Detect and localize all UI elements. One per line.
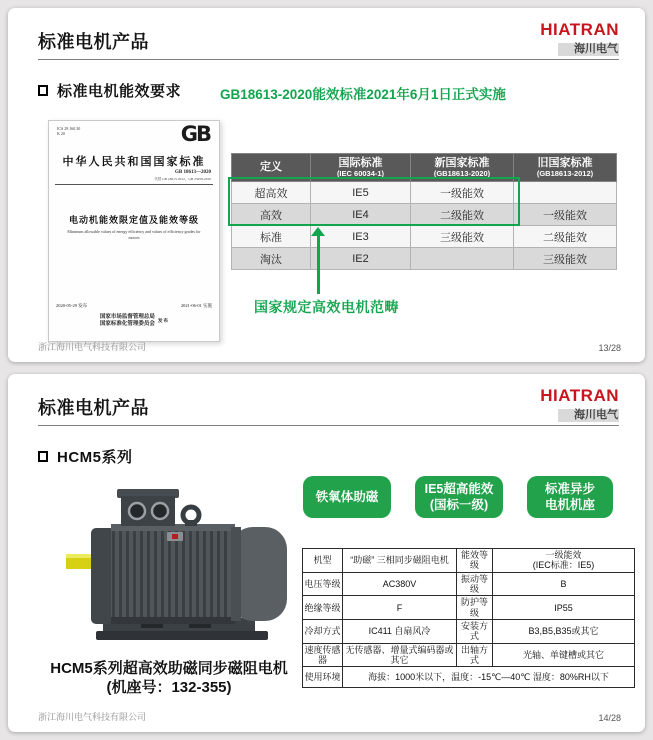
spec-value: B3,B5,B35或其它 xyxy=(493,620,635,644)
col-header-iec: 国际标准 (IEC 60034-1) xyxy=(311,154,411,182)
table-row xyxy=(232,226,617,248)
page-title: 标准电机产品 xyxy=(38,32,149,52)
spec-table xyxy=(302,548,635,688)
feature-badge-frame: 标准异步 电机机座 xyxy=(527,476,613,518)
spec-label: 冷却方式 xyxy=(303,620,343,644)
spec-label: 防护等级 xyxy=(457,596,493,620)
caption-line-2: (机座号：132-355) xyxy=(106,678,232,696)
header-divider xyxy=(38,59,619,60)
motor-product-image xyxy=(63,486,291,648)
col-header-new-gb: 新国家标准 (GB18613-2020) xyxy=(411,154,514,182)
brand-logo xyxy=(540,21,619,57)
cover-issuers: 国家市场监督管理总局 国家标准化管理委员会 发 布 xyxy=(99,313,169,328)
cover-dates xyxy=(56,303,212,309)
eff-cell xyxy=(514,182,617,204)
spec-value: “助磁” 三相同步磁阻电机 xyxy=(343,549,457,573)
spec-label: 能效等级 xyxy=(457,549,493,573)
eff-cell: 三级能效 xyxy=(514,248,617,270)
square-bullet-icon xyxy=(38,451,48,462)
spec-value: B xyxy=(493,572,635,596)
spec-value: 一级能效 (IEC标准：IE5) xyxy=(493,549,635,573)
spec-value: 无传感器、增量式编码器或其它 xyxy=(343,643,457,667)
page-title: 标准电机产品 xyxy=(38,398,149,418)
spec-value: F xyxy=(343,596,457,620)
section-title: HCM5系列 xyxy=(57,449,133,466)
eff-cell: 二级能效 xyxy=(514,226,617,248)
arrow-line xyxy=(317,235,320,294)
spec-label: 速度传感器 xyxy=(304,644,341,666)
page-number: 14/28 xyxy=(598,713,621,723)
spec-value: IC411 自扇风冷 xyxy=(343,620,457,644)
spec-label: 安装方式 xyxy=(457,620,493,644)
gb-standard-cover-image xyxy=(48,120,220,342)
spec-label: 机型 xyxy=(303,549,343,573)
eff-cell: IE2 xyxy=(311,248,411,270)
spec-row xyxy=(303,572,635,596)
eff-cell: 一级能效 xyxy=(411,182,514,204)
section-heading xyxy=(38,80,181,101)
spec-value: IP55 xyxy=(493,596,635,620)
eff-cell: 一级能效 xyxy=(514,204,617,226)
brand-logo-chinese: 海川电气 xyxy=(558,43,619,56)
spec-row xyxy=(303,596,635,620)
spec-label: 出轴方式 xyxy=(457,643,493,667)
gb-logo: GB xyxy=(180,122,210,146)
spec-row xyxy=(303,667,635,688)
section-title: 标准电机能效要求 xyxy=(57,83,182,100)
col-header-old-gb: 旧国家标准 (GB18613-2012) xyxy=(514,154,617,182)
standard-effective-note: GB18613-2020能效标准2021年6月1日正式实施 xyxy=(220,87,506,102)
feature-badge-ie5: IE5超高能效 (国标一级) xyxy=(415,476,503,518)
brand-logo-text: HIATRAN xyxy=(540,386,619,405)
footer-company: 浙江海川电气科技有限公司 xyxy=(38,342,147,352)
brand-logo xyxy=(540,387,619,423)
annotation-text: 国家规定高效电机范畴 xyxy=(254,299,399,315)
eff-cell: IE3 xyxy=(311,226,411,248)
eff-cell: IE5 xyxy=(311,182,411,204)
eff-cell: 二级能效 xyxy=(411,204,514,226)
brand-logo-text: HIATRAN xyxy=(540,20,619,39)
slide-2-card xyxy=(8,374,645,732)
spec-label: 振动等级 xyxy=(457,572,493,596)
table-row xyxy=(232,248,617,270)
eff-cell: IE4 xyxy=(311,204,411,226)
eff-cell: 标准 xyxy=(232,226,311,248)
header-divider xyxy=(38,425,619,426)
feature-badge-ferrite: 铁氧体助磁 xyxy=(303,476,391,518)
spec-label: 电压等级 xyxy=(303,572,343,596)
motor-illustration xyxy=(63,486,291,648)
spec-row xyxy=(303,643,635,667)
cover-doc-title: 电动机能效限定值及能效等级 xyxy=(68,215,199,225)
product-caption xyxy=(24,660,314,698)
eff-cell: 三级能效 xyxy=(411,226,514,248)
spec-row xyxy=(303,620,635,644)
spec-row xyxy=(303,549,635,573)
brand-logo-chinese: 海川电气 xyxy=(558,409,619,422)
cover-divider xyxy=(55,184,213,185)
page-number: 13/28 xyxy=(598,343,621,353)
col-header-definition: 定义 xyxy=(232,154,311,182)
square-bullet-icon xyxy=(38,85,48,96)
slide-1-card xyxy=(8,8,645,362)
spec-value: 海拔：1000米以下，温度：-15℃—40℃ 湿度：80%RH以下 xyxy=(343,667,635,688)
cover-standard-name: 中华人民共和国国家标准 xyxy=(62,156,206,168)
footer-company: 浙江海川电气科技有限公司 xyxy=(38,712,147,722)
cover-standard-number: GB 18613—2020 代替 GB 18613-2012、GB 25958-2010 xyxy=(154,170,211,181)
caption-line-1: HCM5系列超高效助磁同步磁阻电机 xyxy=(50,660,288,677)
eff-cell: 超高效 xyxy=(232,182,311,204)
spec-label: 使用环境 xyxy=(303,667,343,688)
spec-value: 光轴、单键槽或其它 xyxy=(493,643,635,667)
eff-cell: 淘汰 xyxy=(232,248,311,270)
green-highlight-box xyxy=(228,177,520,226)
cover-doc-title-en: Minimum allowable values of energy efficiency and values of efficiency grades for motors xyxy=(67,229,201,240)
publish-date: 2020-05-29 发布 xyxy=(56,303,88,308)
cover-ics-code: ICS 29.160.30 K 20 xyxy=(57,126,81,137)
spec-value: AC380V xyxy=(343,572,457,596)
spec-label: 绝缘等级 xyxy=(303,596,343,620)
section-heading xyxy=(38,446,133,467)
eff-cell xyxy=(411,248,514,270)
eff-cell: 高效 xyxy=(232,204,311,226)
implement-date: 2021-06-01 实施 xyxy=(180,303,212,308)
